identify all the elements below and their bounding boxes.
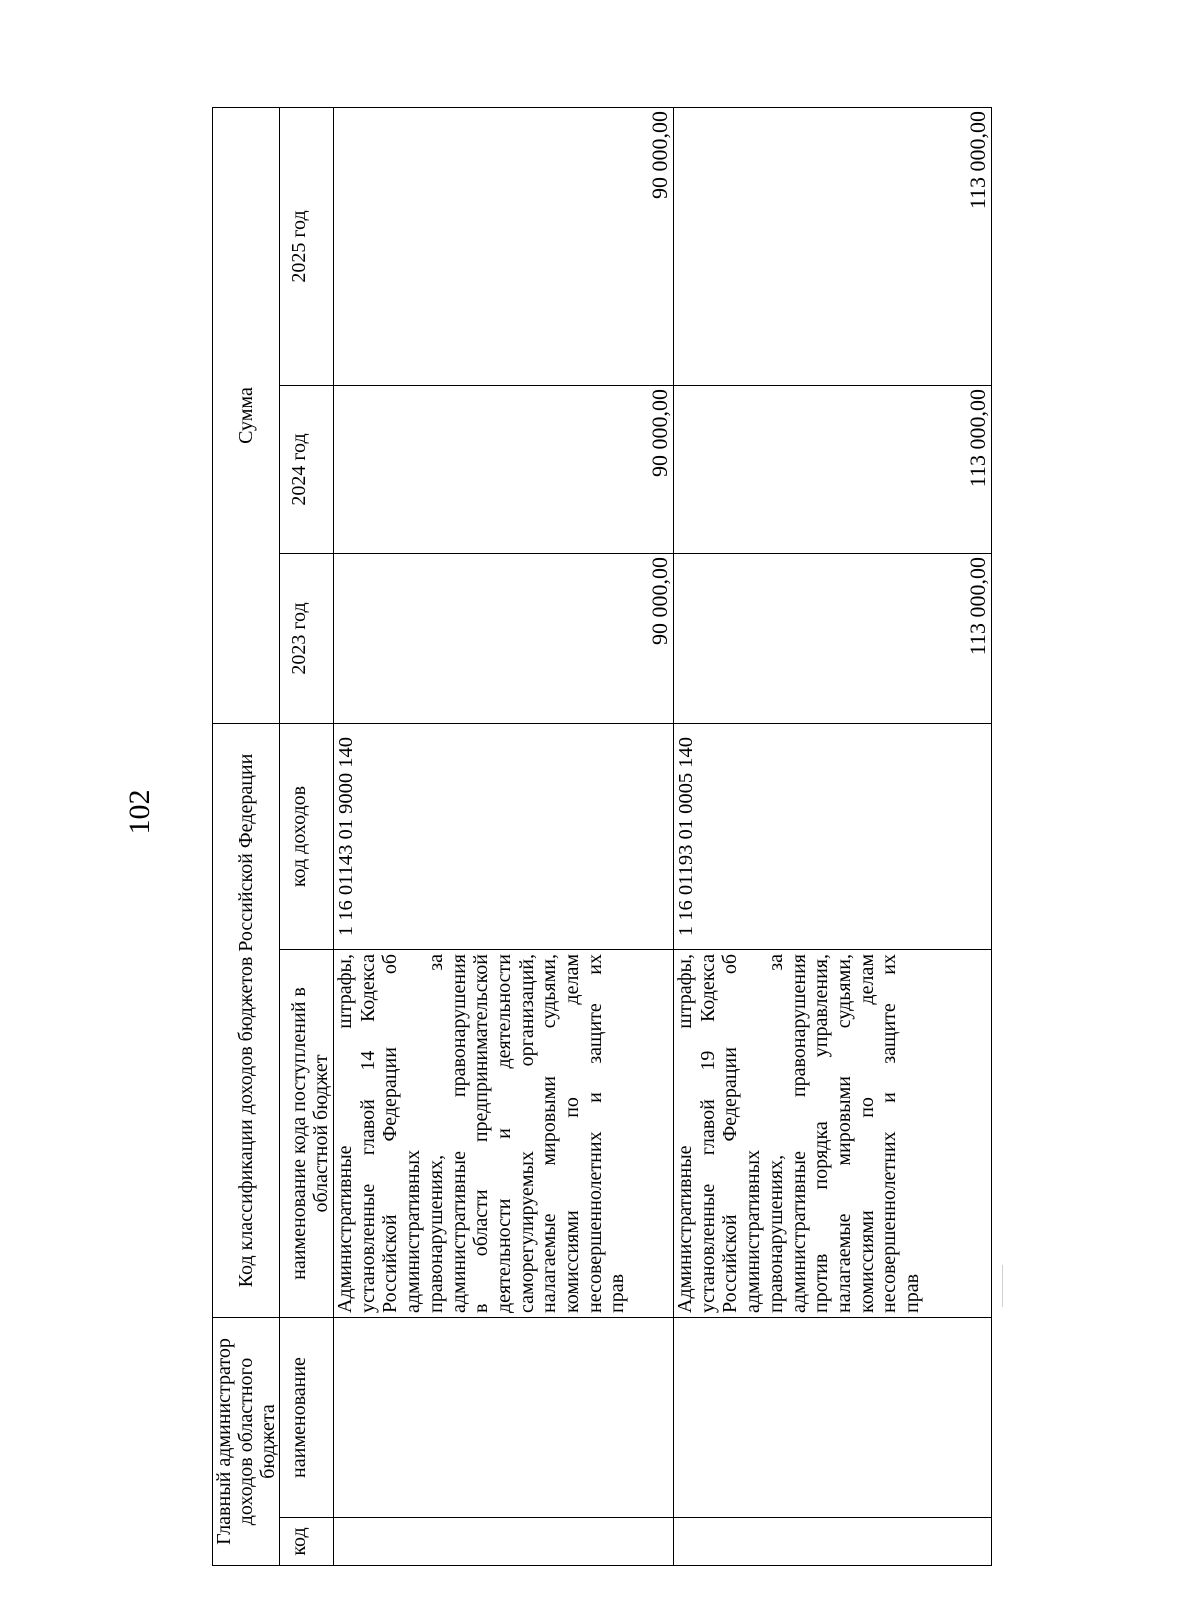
header-admin-code: код <box>280 1518 334 1566</box>
revenue-table <box>212 107 992 1566</box>
table-row <box>334 107 674 1565</box>
header-income-name: наименование кода поступлений в областной бюджет <box>280 950 334 1318</box>
sum-2023-cell: 90 000,00 <box>334 554 674 724</box>
header-year-2023: 2023 год <box>280 554 334 724</box>
sum-2025-cell: 90 000,00 <box>334 107 674 385</box>
sum-2025-cell: 113 000,00 <box>674 107 992 385</box>
income-name-cell: Административные штрафы, установленные главой 19 Кодекса Российской Федерации об административных правонарушениях, за административные правонарушения против порядка управления, налагаемые мировыми судьями, комиссиями по делам несовершеннолетних и защите их прав <box>674 950 992 1318</box>
admin-name-cell <box>674 1318 992 1518</box>
table-row <box>674 107 992 1565</box>
header-row-1 <box>213 107 280 1565</box>
sum-2024-cell: 113 000,00 <box>674 386 992 554</box>
header-row-2 <box>280 107 334 1565</box>
sum-2023-cell: 113 000,00 <box>674 554 992 724</box>
sum-2024-cell: 90 000,00 <box>334 386 674 554</box>
income-code-cell: 1 16 01193 01 0005 140 <box>674 724 992 950</box>
revenue-table-rotated <box>212 108 990 1566</box>
income-name-cell: Административные штрафы, установленные главой 14 Кодекса Российской Федерации об административных правонарушениях, за административные правонарушения в области предпринимательской деятельности и деятельности саморегулируемых организаций, налагаемые мировыми судьями, комиссиями по делам несовершеннолетних и защите их прав <box>334 950 674 1318</box>
scan-artifact-line <box>1002 1265 1003 1307</box>
admin-code-cell <box>674 1518 992 1566</box>
header-income-code: код доходов <box>280 724 334 950</box>
header-classification-group: Код классификации доходов бюджетов Российской Федерации <box>213 724 280 1318</box>
page-number: 102 <box>123 789 156 835</box>
admin-name-cell <box>334 1318 674 1518</box>
income-code-cell: 1 16 01143 01 9000 140 <box>334 724 674 950</box>
header-year-2025: 2025 год <box>280 107 334 385</box>
header-admin-name: наименование <box>280 1318 334 1518</box>
header-year-2024: 2024 год <box>280 386 334 554</box>
header-sum-group: Сумма <box>213 107 280 723</box>
header-admin-group: Главный администратор доходов областного бюджета <box>213 1318 280 1566</box>
admin-code-cell <box>334 1518 674 1566</box>
